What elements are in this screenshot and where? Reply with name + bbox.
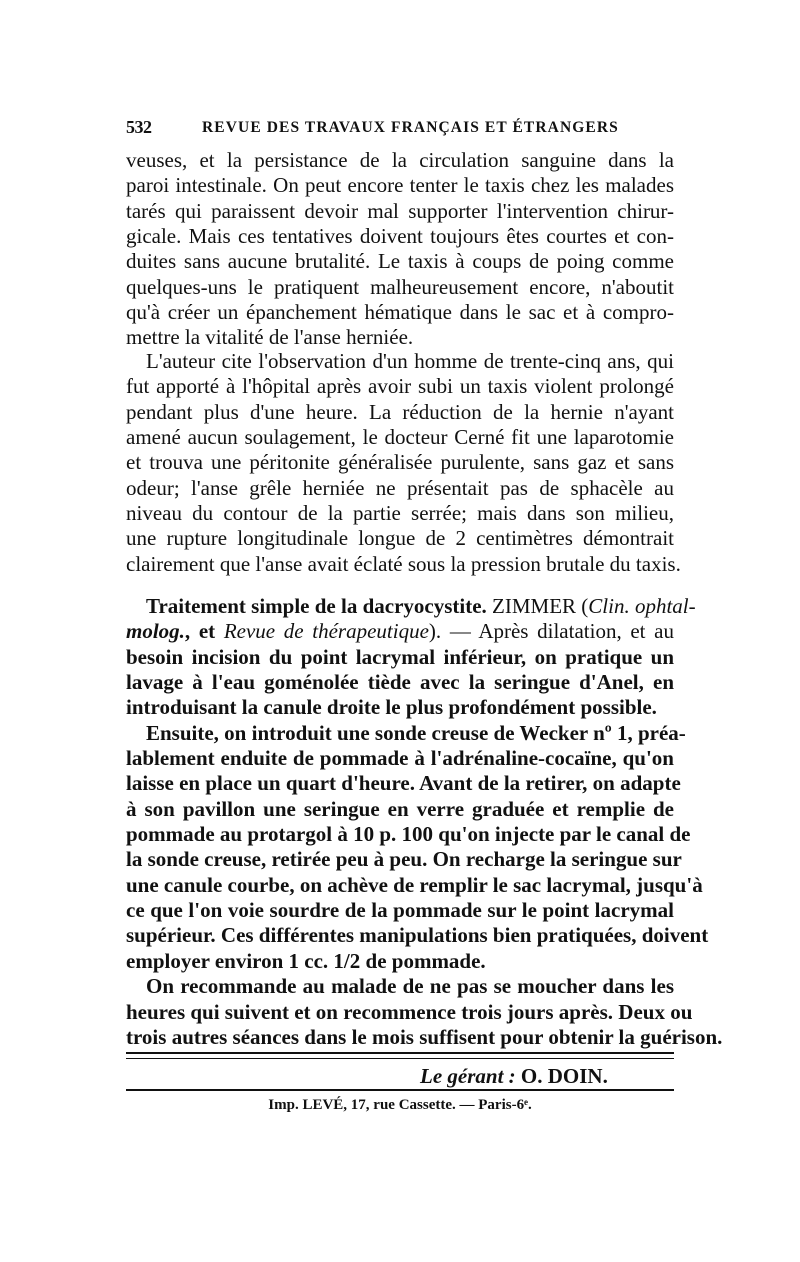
text-line: clairement que l'anse avait éclaté sous la pression brutale du taxis. bbox=[126, 551, 681, 576]
text-line: laisse en place un quart d'heure. Avant de la retirer, on adapte bbox=[126, 771, 681, 796]
text-line: mettre la vitalité de l'anse herniée. bbox=[126, 325, 414, 350]
text-line: tarés qui paraissent devoir mal supporter l'intervention chirur- bbox=[126, 198, 674, 223]
text-line: et trouva une péritonite généralisée purulente, sans gaz et sans bbox=[126, 450, 674, 475]
manager-name: O. DOIN. bbox=[520, 1064, 608, 1088]
text-line: trois autres séances dans le mois suffisent pour obtenir la guérison. bbox=[126, 1024, 723, 1049]
text-line: gicale. Mais ces tentatives doivent toujours êtes courtes et con- bbox=[126, 224, 674, 249]
text-line: L'auteur cite l'observation d'un homme de trente-cinq ans, qui bbox=[146, 349, 674, 373]
text-line: lavage à l'eau goménolée tiède avec la seringue d'Anel, en bbox=[126, 670, 674, 695]
line-tail: ). — Après dilatation, et au bbox=[428, 619, 674, 644]
page-header bbox=[126, 117, 674, 137]
source-journal-2: Revue de thérapeutique bbox=[223, 619, 429, 644]
divider-rule bbox=[126, 1052, 674, 1054]
text-line: On recommande au malade de ne pas se moucher dans les bbox=[146, 974, 674, 999]
text-line: fut apporté à l'hôpital après avoir subi un taxis violent prolongé bbox=[126, 374, 674, 399]
manager-line bbox=[420, 1064, 674, 1089]
text-line: odeur; l'anse grêle herniée ne présentait pas de sphacèle au bbox=[126, 475, 674, 500]
text-line: amené aucun soulagement, le docteur Cerné fit une laparotomie bbox=[126, 425, 674, 450]
article-title: Traitement simple de la dacryocystite. bbox=[146, 594, 487, 618]
text-line: la sonde creuse, retirée peu à peu. On recharge la seringue sur bbox=[126, 847, 682, 872]
text-line: qu'à créer un épanchement hématique dans le sac et à compro- bbox=[126, 300, 674, 325]
source-conjunction: , et bbox=[184, 619, 216, 644]
divider-rule bbox=[126, 1058, 674, 1059]
article-title-line: Traitement simple de la dacryocystite. ZIMMER (Clin. ophtal- bbox=[146, 594, 696, 618]
paragraph-observation bbox=[126, 349, 681, 577]
page-number: 532 bbox=[126, 117, 152, 137]
text-line: besoin incision du point lacrymal inférieur, on pratique un bbox=[126, 644, 674, 669]
text-line: duites sans aucune brutalité. Le taxis à coups de poing comme bbox=[126, 249, 674, 274]
running-title: REVUE DES TRAVAUX FRANÇAIS ET ÉTRANGERS bbox=[202, 119, 619, 136]
text-line: à son pavillon une seringue en verre graduée et remplie de bbox=[126, 796, 674, 821]
text-line: pommade au protargol à 10 p. 100 qu'on injecte par le canal de bbox=[126, 822, 691, 847]
text-line: niveau du contour de la partie serrée; mais dans son milieu, bbox=[126, 501, 674, 526]
article-author: ZIMMER bbox=[492, 594, 577, 618]
source-journal-1: Clin. ophtal- bbox=[588, 594, 696, 618]
text-line: introduisant la canule droite le plus profondément possible. bbox=[126, 695, 657, 720]
text-line: veuses, et la persistance de la circulation sanguine dans la bbox=[126, 148, 674, 172]
text-line: paroi intestinale. On peut encore tenter le taxis chez les malades bbox=[126, 173, 674, 198]
text-line: supérieur. Ces différentes manipulations bien pratiquées, doivent bbox=[126, 923, 709, 948]
manager-label: Le gérant : bbox=[420, 1064, 516, 1088]
text-line: employer environ 1 cc. 1/2 de pommade. bbox=[126, 948, 486, 973]
text-line: pendant plus d'une heure. La réduction de la hernie n'ayant bbox=[126, 399, 674, 424]
text-line: lablement enduite de pommade à l'adrénaline-cocaïne, qu'on bbox=[126, 746, 674, 771]
text-line bbox=[126, 619, 674, 644]
text-line: Ensuite, on introduit une sonde creuse de Wecker nº 1, préa- bbox=[146, 720, 686, 745]
paragraph-continuation bbox=[126, 148, 674, 351]
text-line: une canule courbe, on achève de remplir le sac lacrymal, jusqu'à bbox=[126, 872, 703, 897]
text-line: ce que l'on voie sourdre de la pommade sur le point lacrymal bbox=[126, 898, 674, 923]
text-line: heures qui suivent et on recommence trois jours après. Deux ou bbox=[126, 999, 693, 1024]
printer-imprint: Imp. LEVÉ, 17, rue Cassette. — Paris-6ᵉ. bbox=[268, 1097, 532, 1113]
article-dacryocystitis bbox=[126, 594, 723, 1050]
text-line: une rupture longitudinale longue de 2 centimètres démontrait bbox=[126, 526, 674, 551]
divider-rule bbox=[126, 1089, 674, 1091]
source-journal-1b: molog. bbox=[126, 619, 185, 644]
text-line: quelques-uns le pratiquent malheureusement encore, n'aboutit bbox=[126, 274, 674, 299]
